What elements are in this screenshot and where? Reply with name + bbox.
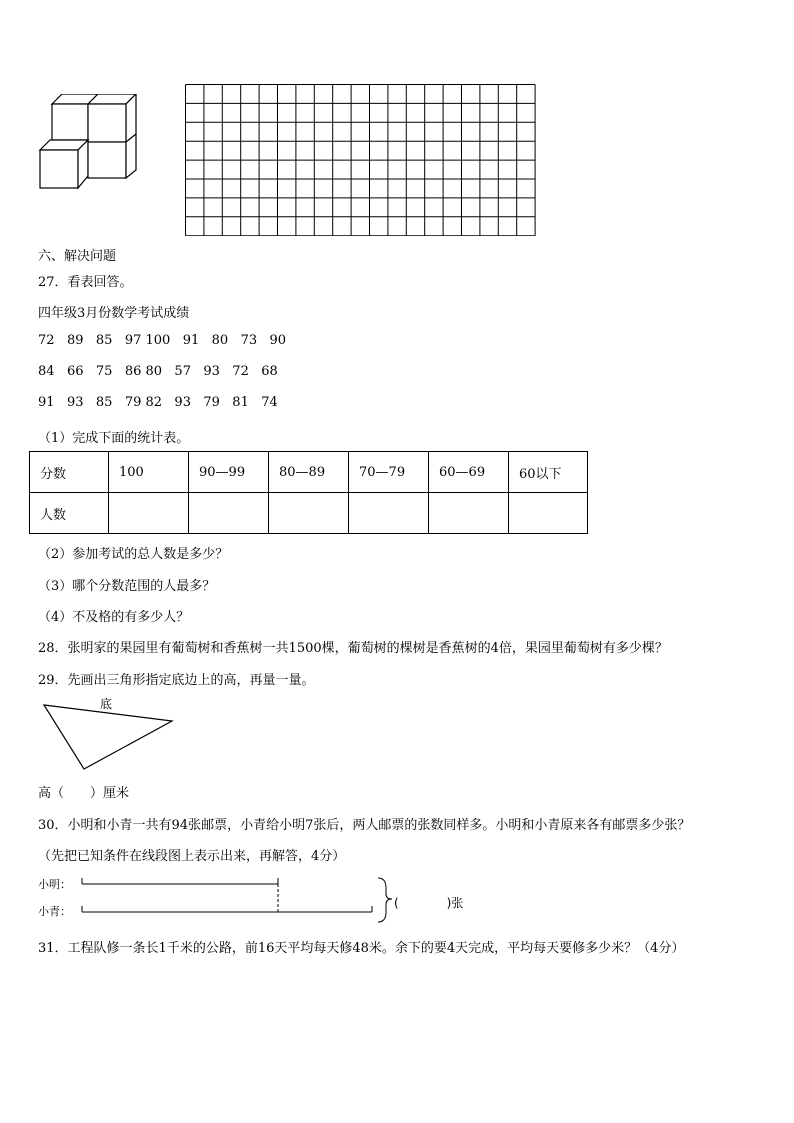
table-header-cell: 60—69 xyxy=(429,452,509,493)
q29-answer: 高（ ）厘米 xyxy=(38,786,130,801)
score-row-3: 91 93 85 79 82 93 79 81 74 xyxy=(38,395,278,410)
bracket-answer: ( )张 xyxy=(394,896,464,910)
table-header-cell: 80—89 xyxy=(269,452,349,493)
label-xiaoqing: 小青： xyxy=(38,905,71,918)
answer-cell[interactable] xyxy=(269,493,349,534)
table-row-label: 人数 xyxy=(30,493,109,534)
label-xiaoming: 小明： xyxy=(38,878,71,891)
q30-note: （先把已知条件在线段图上表示出来，再解答，4分） xyxy=(38,849,346,864)
answer-cell[interactable] xyxy=(189,493,269,534)
q31-text: 31．工程队修一条长1千米的公路，前16天平均每天修48米。余下的要4天完成，平均每天要修多少米？（4分） xyxy=(38,941,685,956)
q27-part2: （2）参加考试的总人数是多少？ xyxy=(38,547,229,562)
q29-text: 29．先画出三角形指定底边上的高，再量一量。 xyxy=(38,673,315,688)
table-header-row xyxy=(30,452,588,493)
line-segment-diagram xyxy=(78,872,398,928)
table-header-cell: 分数 xyxy=(30,452,109,493)
section-title: 六、解决问题 xyxy=(38,249,117,264)
score-row-2: 84 66 75 86 80 57 93 72 68 xyxy=(38,364,278,379)
q28-text: 28．张明家的果园里有葡萄树和香蕉树一共1500棵，葡萄树的棵树是香蕉树的4倍，果园里葡萄树有多少棵？ xyxy=(38,641,668,656)
answer-cell[interactable] xyxy=(429,493,509,534)
statistics-table xyxy=(29,451,588,534)
triangle-figure xyxy=(42,703,176,771)
table-header-cell: 100 xyxy=(109,452,189,493)
table-header-cell: 90—99 xyxy=(189,452,269,493)
q27-title: 27．看表回答。 xyxy=(38,275,133,290)
q30-text: 30．小明和小青一共有94张邮票，小青给小明7张后，两人邮票的张数同样多。小明和小青原来各有邮票多少张？ xyxy=(38,818,691,833)
answer-cell[interactable] xyxy=(349,493,429,534)
grid-paper xyxy=(185,84,537,236)
table-header-cell: 70—79 xyxy=(349,452,429,493)
cube-stack-figure xyxy=(36,94,140,190)
triangle-base-label: 底 xyxy=(100,697,113,711)
table-row xyxy=(30,493,588,534)
q27-part4: （4）不及格的有多少人？ xyxy=(38,610,190,625)
q27-part1: （1）完成下面的统计表。 xyxy=(38,431,190,446)
score-row-1: 72 89 85 97 100 91 80 73 90 xyxy=(38,333,287,348)
table-header-cell: 60以下 xyxy=(509,452,588,493)
q27-subtitle: 四年级3月份数学考试成绩 xyxy=(38,306,190,321)
answer-cell[interactable] xyxy=(509,493,588,534)
answer-cell[interactable] xyxy=(109,493,189,534)
q27-part3: （3）哪个分数范围的人最多？ xyxy=(38,579,216,594)
